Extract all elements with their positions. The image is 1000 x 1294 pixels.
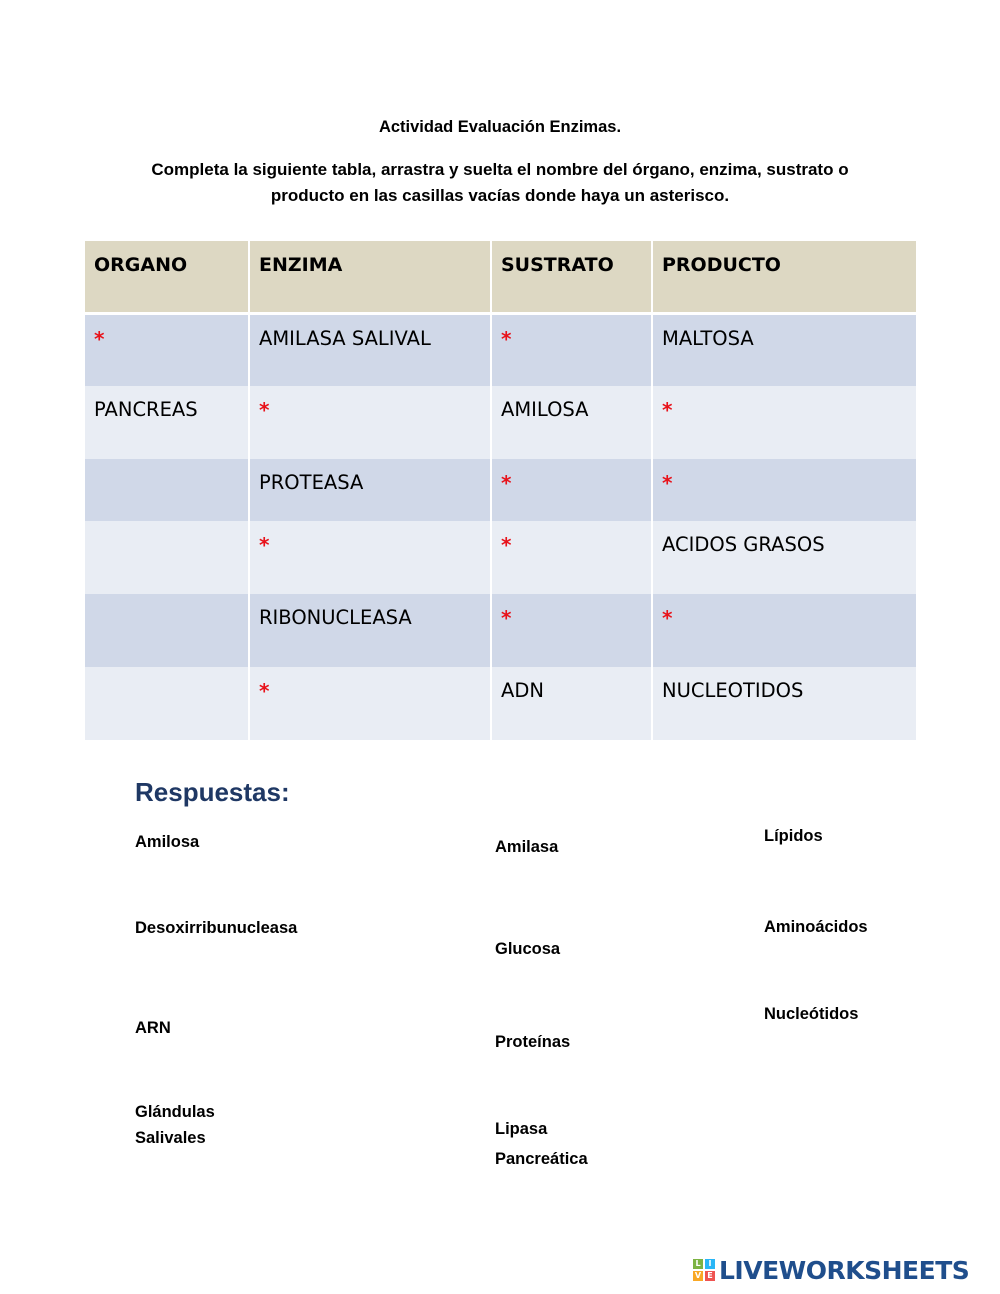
liveworksheets-logo xyxy=(693,1254,969,1286)
table-cell[interactable] xyxy=(84,313,249,386)
table-cell[interactable] xyxy=(249,667,491,740)
drop-target-asterisk[interactable]: * xyxy=(662,398,673,422)
enzyme-table xyxy=(83,241,918,740)
table-cell: PROTEASA xyxy=(249,459,491,521)
table-cell xyxy=(84,667,249,740)
table-cell: PANCREAS xyxy=(84,386,249,459)
answer-chip-lipasa-pancreatica[interactable] xyxy=(495,1114,588,1174)
answer-chip-line: Pancreática xyxy=(495,1150,588,1168)
logo-mark-icon xyxy=(693,1259,715,1281)
answer-chip-arn[interactable]: ARN xyxy=(135,1019,171,1037)
table-cell[interactable] xyxy=(249,386,491,459)
answer-chip-line: Salivales xyxy=(135,1129,206,1147)
table-cell[interactable] xyxy=(491,459,652,521)
answer-chip-proteinas[interactable]: Proteínas xyxy=(495,1033,571,1051)
table-row xyxy=(84,386,917,459)
table-row xyxy=(84,521,917,594)
table-row xyxy=(84,594,917,667)
table-cell[interactable] xyxy=(491,313,652,386)
table-cell: MALTOSA xyxy=(652,313,917,386)
answer-chip-nucleotidos[interactable]: Nucleótidos xyxy=(764,1005,859,1023)
drop-target-asterisk[interactable]: * xyxy=(501,533,512,557)
drop-target-asterisk[interactable]: * xyxy=(501,326,512,351)
header-enzima: ENZIMA xyxy=(249,241,491,313)
page-title: Actividad Evaluación Enzimas. xyxy=(378,118,622,136)
table-cell[interactable] xyxy=(652,459,917,521)
table-cell[interactable] xyxy=(249,521,491,594)
answer-chip-amilasa[interactable]: Amilasa xyxy=(495,838,559,856)
table-row xyxy=(84,459,917,521)
drop-target-asterisk[interactable]: * xyxy=(94,326,105,351)
table-cell: ACIDOS GRASOS xyxy=(652,521,917,594)
answer-chip-glandulas-salivales[interactable] xyxy=(135,1099,215,1151)
answer-chip-lipidos[interactable]: Lípidos xyxy=(764,827,823,845)
drop-target-asterisk[interactable]: * xyxy=(259,533,270,557)
header-organo: ORGANO xyxy=(84,241,249,313)
drop-target-asterisk[interactable]: * xyxy=(662,471,673,495)
table-cell: AMILASA SALIVAL xyxy=(249,313,491,386)
answer-chip-line: Lipasa xyxy=(495,1120,548,1138)
table-cell xyxy=(84,459,249,521)
table-cell xyxy=(84,521,249,594)
table-header-row xyxy=(84,241,917,313)
answer-chip-aminoacidos[interactable]: Aminoácidos xyxy=(764,918,868,936)
answers-title: Respuestas: xyxy=(135,777,290,807)
table-cell[interactable] xyxy=(491,521,652,594)
table-cell: AMILOSA xyxy=(491,386,652,459)
logo-text: LIVEWORKSHEETS xyxy=(719,1255,970,1285)
logo-letter: V xyxy=(694,1271,702,1280)
drop-target-asterisk[interactable]: * xyxy=(501,471,512,495)
header-producto: PRODUCTO xyxy=(652,241,917,313)
answer-chip-desoxirribunucleasa[interactable]: Desoxirribunucleasa xyxy=(135,919,298,937)
drop-target-asterisk[interactable]: * xyxy=(259,679,270,703)
table-cell[interactable] xyxy=(652,594,917,667)
instructions: Completa la siguiente tabla, arrastra y suelta el nombre del órgano, enzima, sustrato o producto en las casillas vacías donde haya un asterisco. xyxy=(151,160,849,205)
answer-chip-amilosa[interactable]: Amilosa xyxy=(135,833,200,851)
table-cell[interactable] xyxy=(491,594,652,667)
drop-target-asterisk[interactable]: * xyxy=(662,606,673,630)
table-cell xyxy=(84,594,249,667)
logo-letter: E xyxy=(705,1271,715,1281)
table-cell[interactable] xyxy=(652,386,917,459)
header-sustrato: SUSTRATO xyxy=(491,241,652,313)
answer-chip-line: Glándulas xyxy=(135,1103,215,1121)
answer-chip-glucosa[interactable]: Glucosa xyxy=(495,940,561,958)
drop-target-asterisk[interactable]: * xyxy=(501,606,512,630)
table-cell: ADN xyxy=(491,667,652,740)
drop-target-asterisk[interactable]: * xyxy=(259,398,270,422)
table-row xyxy=(84,667,917,740)
table-cell: NUCLEOTIDOS xyxy=(652,667,917,740)
table-row xyxy=(84,313,917,386)
logo-letter: L xyxy=(693,1259,703,1269)
table-cell: RIBONUCLEASA xyxy=(249,594,491,667)
logo-letter: I xyxy=(705,1259,715,1269)
